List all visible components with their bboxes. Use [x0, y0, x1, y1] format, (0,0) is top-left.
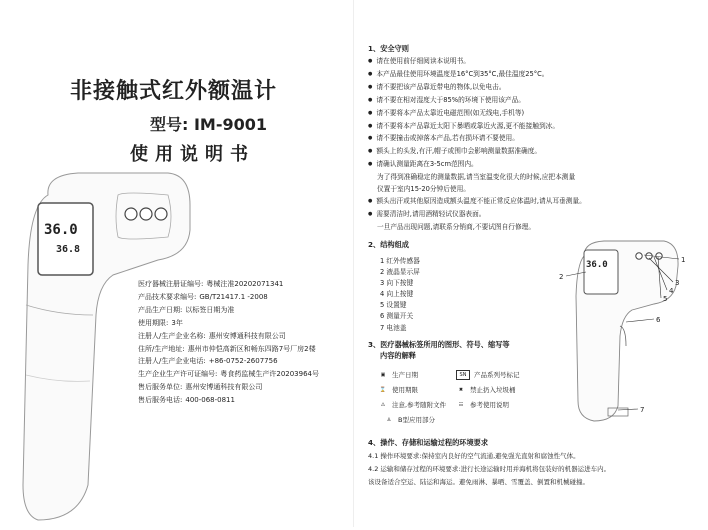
callout-6: 6 [656, 316, 661, 324]
info-value: 3年 [171, 318, 183, 327]
info-row [138, 330, 319, 343]
safety-item: ● 额头上的头发,有汗,帽子或围巾会影响测量数据准确度。 [368, 146, 586, 159]
symbols-subheading: 内容的解释 [380, 351, 416, 360]
part-item: 1 红外传感器 [380, 257, 420, 265]
info-row [138, 368, 319, 381]
info-row [138, 291, 319, 304]
info-value: 粤械注准20202071341 [206, 280, 284, 288]
safety-item: 仪置于室内15-20分钟后使用。 [377, 185, 470, 194]
info-value: 以标签日期为准 [185, 305, 235, 314]
info-value: 惠州安博通科技有限公司 [185, 383, 263, 392]
part-item: 3 向下按键 [380, 279, 414, 288]
safety-item: ● 请确认测量距离在3-5cm范围内。 [368, 159, 586, 172]
env-line: 4.2 运输和储存过程的环境要求:进行长途运输时用并海机将包装好的机器运进车内。 [368, 465, 611, 473]
book-icon: ☷ [458, 401, 464, 408]
sn-icon: SN [456, 370, 470, 380]
info-row [138, 381, 319, 394]
info-row [138, 343, 319, 356]
safety-item: 为了得到准确稳定的测量数据,请当室温变化很大的时候,应把本测量 [377, 173, 576, 182]
info-value: +86-0752-2607756 [208, 357, 278, 366]
safety-item: ● 需要清洁时,请用酒精轻试仪器表面。 [368, 209, 586, 222]
safety-item: ● 请在使用前仔细阅读本说明书。 [368, 56, 586, 69]
part-item: 2 液晶显示屏 [380, 268, 420, 277]
callout-3: 3 [675, 279, 680, 287]
info-label: 产品技术要求编号: [138, 292, 197, 301]
part-item: 7 电池盖 [380, 323, 407, 332]
symbol-row [378, 382, 546, 397]
safety-item: ● 本产品最佳使用环境温度是16°C到35°C,最佳温度25°C。 [368, 69, 586, 82]
info-label: 住所/生产地址: [138, 344, 185, 353]
callout-1: 1 [681, 256, 686, 264]
product-info-block [138, 278, 319, 407]
env-line: 该设备适合空运、陆运和海运。避免雨淋、暴晒、雪覆盖、倒置和机械碰撞。 [368, 478, 589, 486]
safety-item: ● 额头出汗或其他原因造成额头温度不能正常反应体温时,请从耳垂测量。 [368, 196, 586, 209]
safety-item: ● 请不要在相对湿度大于85%的环境下使用该产品。 [368, 95, 586, 108]
info-value: GB/T21417.1 -2008 [199, 292, 268, 301]
model-number: 型号: IM-9001 [150, 115, 268, 134]
part-item: 6 测量开关 [380, 312, 414, 321]
safety-heading: 1、安全守则 [368, 44, 409, 53]
symbols-table [378, 367, 546, 427]
symbol-label: B型应用部分 [398, 416, 435, 424]
warning-icon: ⚠ [380, 401, 386, 408]
symbol-label: 参考使用说明 [470, 401, 509, 409]
safety-item: ● 请不要将本产品太靠近电磁范围(如无线电,手机等) [368, 108, 586, 121]
symbol-label: 使用期限 [392, 386, 418, 394]
info-label: 售后服务电话: [138, 396, 183, 405]
symbol-label: 生产日期 [392, 371, 418, 379]
callout-2: 2 [559, 273, 564, 281]
product-title: 非接触式红外额温计 [70, 79, 278, 104]
manual-title: 使用说明书 [130, 144, 255, 165]
symbol-row [378, 397, 546, 412]
env-heading: 4、操作、存储和运输过程的环境要求 [368, 438, 489, 447]
part-item: 5 设置键 [380, 301, 407, 310]
hourglass-icon: ⌛ [379, 386, 387, 393]
info-value: 400-068-0811 [185, 396, 235, 405]
bin-icon: ✖ [458, 386, 464, 393]
info-label: 使用期限: [138, 318, 169, 327]
info-row [138, 394, 319, 407]
callout-7: 7 [640, 406, 645, 414]
symbol-row [378, 367, 546, 382]
cover-page [0, 0, 354, 527]
info-value: 惠州市仲恺高新区和畅东四路7号厂房2楼 [187, 344, 316, 353]
info-row [138, 317, 319, 330]
info-row [138, 278, 319, 291]
person-icon: ♙ [386, 416, 392, 423]
safety-item: ● 请不要把该产品靠近带电的物体,以免电击。 [368, 82, 586, 95]
info-label: 注册人/生产企业名称: [138, 331, 206, 340]
part-item: 4 向上按键 [380, 290, 414, 299]
safety-item: 一旦产品出现问题,请联系分销商,不要试图自行修理。 [377, 222, 536, 231]
info-label: 医疗器械注册证编号: [138, 280, 204, 288]
env-text [368, 450, 610, 489]
info-label: 产品生产日期: [138, 305, 183, 314]
symbol-label: 产品系列号标记 [474, 371, 520, 379]
callout-4: 4 [669, 287, 674, 295]
symbol-label: 注意,参考随附文件 [392, 401, 447, 409]
info-value: 粤食药监械生产许20203964号 [220, 370, 319, 379]
info-label: 生产企业生产许可证编号: [138, 370, 218, 379]
info-label: 注册人/生产企业电话: [138, 357, 206, 366]
parts-heading: 2、结构组成 [368, 240, 409, 249]
callout-5: 5 [663, 295, 668, 303]
display-reading-main: 36.0 [44, 222, 78, 238]
info-row [138, 304, 319, 317]
info-row [138, 355, 319, 368]
safety-item: ● 请不要将本产品靠近太阳下暴晒或靠近火源,更不能接触到冰。 [368, 121, 586, 134]
factory-icon: ▣ [380, 371, 386, 378]
symbol-label: 禁止扔入垃圾桶 [470, 386, 516, 394]
symbols-heading: 3、医疗器械标签所用的图形、符号、缩写等 [368, 340, 510, 349]
manual-page [354, 0, 708, 527]
symbol-row [378, 412, 546, 427]
display-reading-memory: 36.8 [56, 244, 81, 255]
diagram-display-reading: 36.0 [586, 260, 608, 270]
info-label: 售后服务单位: [138, 383, 183, 392]
env-line: 4.1 操作环境要求:保持室内良好的空气流通,避免强光直射和腐蚀性气体。 [368, 452, 580, 460]
info-value: 惠州安博通科技有限公司 [208, 331, 286, 340]
safety-item: ● 请不要撞击或掉落本产品,若有损坏请不要使用。 [368, 133, 586, 146]
